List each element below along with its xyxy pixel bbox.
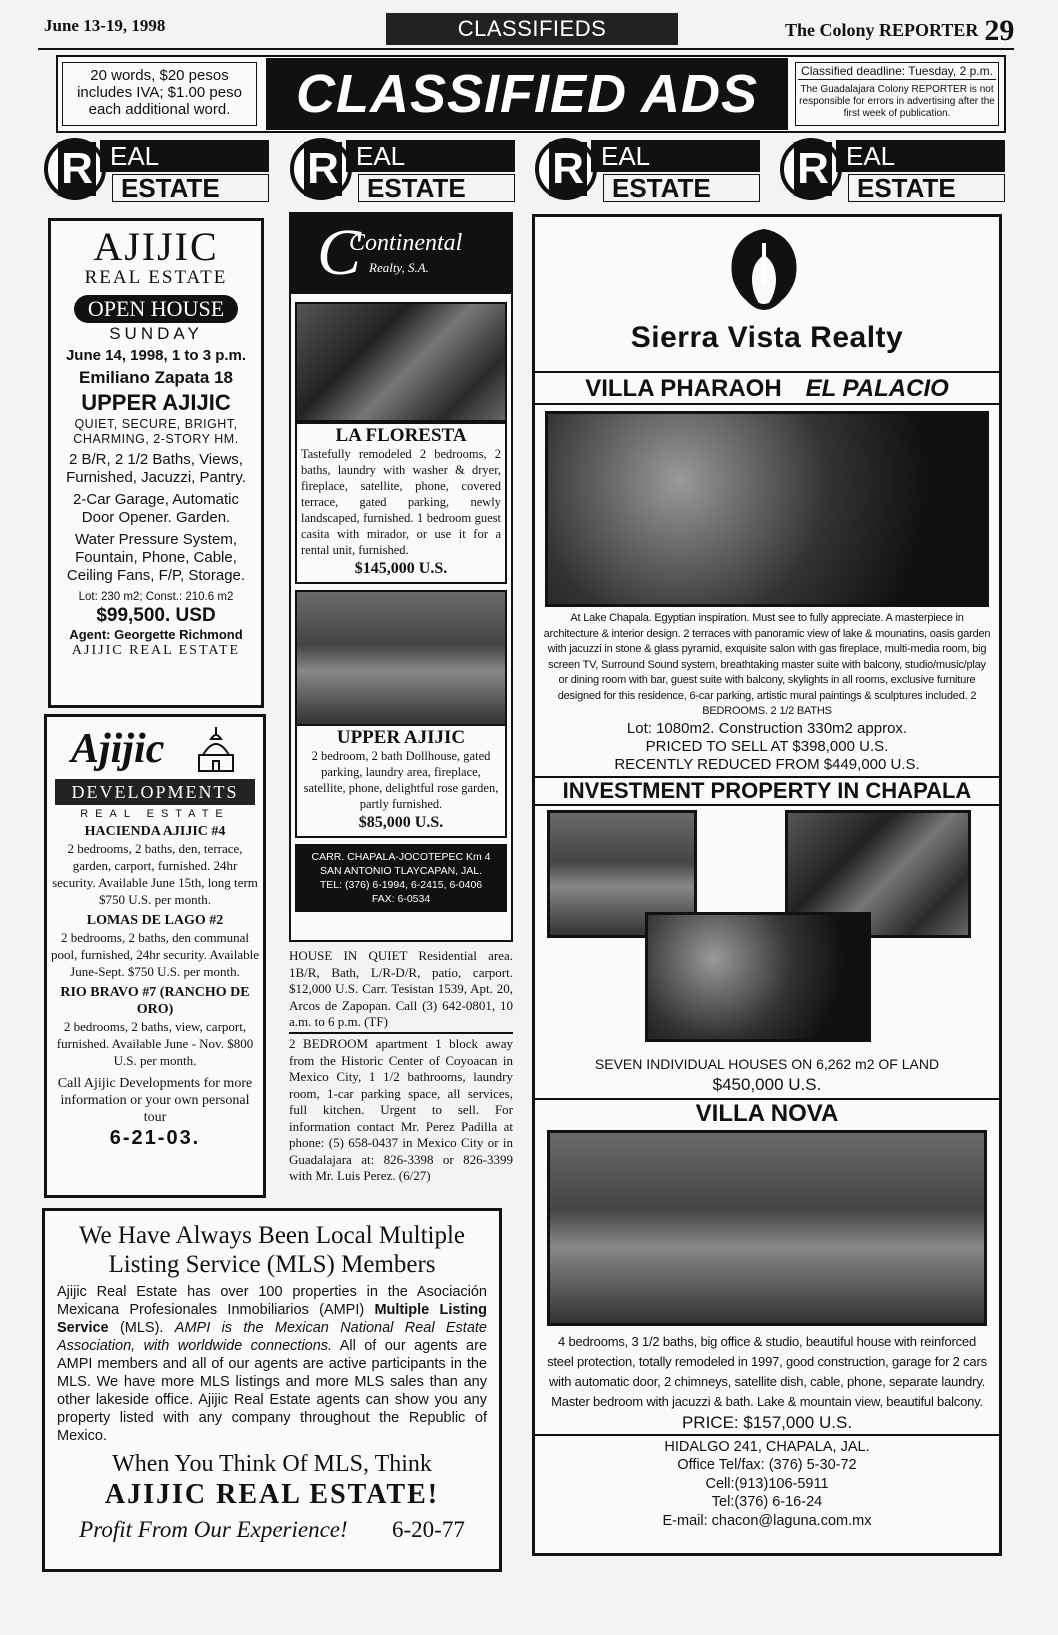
mls-slogan: Profit From Our Experience! bbox=[79, 1517, 348, 1542]
real-estate-header-3 bbox=[535, 136, 760, 202]
continental-header bbox=[291, 214, 511, 294]
real-estate-line1: EAL bbox=[346, 140, 515, 172]
mls-phone: 6-20-77 bbox=[392, 1517, 465, 1542]
investment-price: $450,000 U.S. bbox=[535, 1074, 999, 1100]
continental-realty-ad bbox=[289, 212, 513, 942]
sierra-email: E-mail: chacon@laguna.com.mx bbox=[662, 1512, 872, 1529]
el-palacio-title: EL PALACIO bbox=[805, 375, 949, 402]
investment-desc: SEVEN INDIVIDUAL HOUSES ON 6,262 m2 OF LAND bbox=[594, 1055, 940, 1072]
issue-date: June 13-19, 1998 bbox=[44, 16, 166, 35]
lot-info: Lot: 230 m2; Const.: 210.6 m2 bbox=[78, 591, 234, 603]
la-floresta-photo bbox=[295, 302, 507, 422]
church-dome-icon bbox=[193, 725, 239, 775]
villa-nova-heading: VILLA NOVA bbox=[695, 1099, 839, 1127]
listing-title: HACIENDA AJIJIC #4 bbox=[84, 824, 226, 839]
r-logo-icon: R bbox=[780, 138, 842, 200]
investment-photo-3 bbox=[645, 912, 871, 1042]
listing-title: LOMAS DE LAGO #2 bbox=[86, 913, 224, 928]
upper-ajijic-photo bbox=[295, 590, 507, 726]
deadline-text: Classified deadline: Tuesday, 2 p.m. bbox=[798, 65, 996, 80]
real-estate-line1: EAL bbox=[100, 140, 269, 172]
sierra-brand: Sierra Vista Realty bbox=[630, 321, 904, 354]
ajijic-developments-ad bbox=[44, 714, 266, 1198]
real-estate-header-4 bbox=[780, 136, 1005, 202]
continental-brand: Continental bbox=[349, 230, 463, 256]
continental-phone: TEL: (376) 6-1994, 6-2415, 6-0406 bbox=[319, 879, 483, 891]
villa-nova-photo bbox=[547, 1130, 987, 1326]
mls-body: Ajijic Real Estate has over 100 properties in the Asociación Mexicana Profesionales Inmobiliarios (AMPI) Multiple Listing Service (MLS). AMPI is the Mexican National Real Estate Association, with worldwide connections. All of our agents are AMPI members and all of our agents are active participants in the MLS. We have more MLS listings and more MLS sales than any other lakeside office. Ajijic Real Estate agents can show you any property listed with any company throughout the Republic of Mexico. bbox=[57, 1284, 488, 1444]
sierra-logo-icon bbox=[719, 225, 809, 315]
listing-price: $145,000 U.S. bbox=[354, 560, 448, 577]
developments-sub: REAL ESTATE bbox=[80, 808, 230, 820]
villa-pharaoh-reduced: RECENTLY REDUCED FROM $449,000 U.S. bbox=[535, 756, 999, 778]
rate-info: 20 words, $20 pesos includes IVA; $1.00 peso each additional word. bbox=[62, 62, 257, 126]
classified-house-quiet: HOUSE IN QUIET Residential area. 1B/R, Bath, L/R-D/R, patio, carport. $12,000 U.S. Carr. Tesistan 1539, Apt. 20, Arcos de Zapopan. Call (3) 642-0801, 10 a.m. to 6 p.m. (TF) bbox=[289, 948, 513, 1029]
real-estate-header-1 bbox=[44, 136, 269, 202]
listing-desc: 2 bedrooms, 2 baths, den communal pool, furnished, 24hr security. Available June-Sept. $750 U.S. per month. bbox=[51, 930, 259, 979]
sierra-address: HIDALGO 241, CHAPALA, JAL. bbox=[664, 1438, 870, 1455]
header-rule bbox=[38, 48, 1014, 50]
real-estate-line2: ESTATE bbox=[603, 174, 760, 202]
villa-pharaoh-lot: Lot: 1080m2. Construction 330m2 approx. bbox=[626, 719, 908, 737]
publication-name: The Colony REPORTER bbox=[785, 20, 979, 40]
open-house-when: June 14, 1998, 1 to 3 p.m. bbox=[65, 347, 247, 364]
open-house-area: UPPER AJIJIC bbox=[81, 390, 231, 415]
villa-pharaoh-price: PRICED TO SELL AT $398,000 U.S. bbox=[645, 737, 889, 755]
ajijic-footer: AJIJIC REAL ESTATE bbox=[71, 643, 241, 658]
villa-nova-desc: 4 bedrooms, 3 1/2 baths, big office & studio, beautiful house with reinforced steel protection, totally remodeled in 1997, good construction, garage for 2 cars with automatic door, 2 chimneys, satellite dish, cable, phone, separate laundry. Master bedroom with jacuzzi & bath. Lake & mountain view, beautiful balcony. bbox=[547, 1333, 987, 1409]
investment-heading: INVESTMENT PROPERTY IN CHAPALA bbox=[535, 778, 999, 806]
sierra-tel: Tel:(376) 6-16-24 bbox=[711, 1494, 823, 1510]
deadline-box bbox=[795, 62, 999, 126]
price: $99,500. USD bbox=[96, 605, 216, 626]
open-house-address: Emiliano Zapata 18 bbox=[79, 368, 233, 387]
sierra-contact bbox=[535, 1436, 999, 1531]
classified-2-bedroom: 2 BEDROOM apartment 1 block away from the Historic Center of Coyoacan in Mexico City, 1 1/2 bathrooms, laundry room, 1-car parking space, all services, full kitchen. Urgent to sell. For information contact Mr. Perez Padilla at phone: (5) 658-0437 in Mexico City or in Guadalajara at: 826-3398 or 826-3399 with Mr. Luis Perez. (6/27) bbox=[289, 1032, 513, 1185]
developments-logo bbox=[51, 723, 259, 779]
villa-pharaoh-title: VILLA PHARAOH bbox=[585, 375, 782, 402]
classified-ads-title: CLASSIFIED ADS bbox=[266, 58, 788, 130]
real-estate-line1: EAL bbox=[591, 140, 760, 172]
section-title: CLASSIFIEDS bbox=[386, 13, 678, 45]
villa-nova-price: PRICE: $157,000 U.S. bbox=[535, 1412, 999, 1436]
open-house-day: SUNDAY bbox=[109, 324, 203, 343]
agent-name: Agent: Georgette Richmond bbox=[69, 627, 243, 642]
sierra-office-tel: Office Tel/fax: (376) 5-30-72 bbox=[677, 1457, 857, 1473]
sierra-header bbox=[535, 217, 999, 373]
ajijic-real-estate-ad bbox=[48, 218, 264, 708]
mls-slogan-row bbox=[57, 1513, 487, 1547]
r-logo-icon: R bbox=[44, 138, 106, 200]
property-desc-4: Water Pressure System, Fountain, Phone, Cable, Ceiling Fans, F/P, Storage. bbox=[66, 531, 246, 584]
ajijic-brand-sub: REAL ESTATE bbox=[84, 267, 228, 288]
villa-pharaoh-heading bbox=[535, 373, 999, 405]
villa-pharaoh-desc: At Lake Chapala. Egyptian inspiration. Must see to fully appreciate. A masterpiece in architecture & interior design. 2 terraces with panoramic view of lake & mounatins, oasis garden with jacuzzi in stone & glass pyramid, exquisite salon with gas fireplace, multi-media room, big screen TV, Surround Sound system, breathtaking master suite with balcony, studio/music/play or dining room with bar, guest suite with balcony, skylights in all rooms, exclusive furniture designed for this residence, 6-car parking, artistic mural paintings & sculptures included. 2 BEDROOMS. 2 1/2 BATHS bbox=[543, 612, 991, 717]
property-desc-3: 2-Car Garage, Automatic Door Opener. Garden. bbox=[73, 491, 239, 526]
listing-desc: Tastefully remodeled 2 bedrooms, 2 baths, laundry with washer & dryer, fireplace, satellite, phone, covered terrace, gated parking, newly landscaped, furnished. 1 bedroom guest casita with mirador, or use it for a rental unit, furnished. bbox=[301, 447, 501, 557]
developments-cta: Call Ajijic Developments for more information or your own personal tour bbox=[57, 1076, 253, 1125]
publication-title bbox=[785, 14, 1014, 48]
continental-fax: FAX: 6-0534 bbox=[371, 893, 431, 905]
sierra-cell: Cell:(913)106-5911 bbox=[705, 1475, 829, 1492]
continental-address-1: CARR. CHAPALA-JOCOTEPEC Km 4 bbox=[311, 851, 491, 863]
ajijic-brand: AJIJIC bbox=[93, 224, 219, 269]
sierra-vista-ad bbox=[532, 214, 1002, 1556]
continental-address-2: SAN ANTONIO TLAYCAPAN, JAL. bbox=[319, 865, 483, 877]
r-logo-icon: R bbox=[290, 138, 352, 200]
mls-brand: AJIJIC REAL ESTATE! bbox=[104, 1479, 440, 1510]
listing-price: $85,000 U.S. bbox=[358, 814, 444, 831]
mls-ad bbox=[42, 1208, 502, 1572]
mls-think: When You Think Of MLS, Think bbox=[112, 1451, 432, 1477]
listing-desc: 2 bedrooms, 2 baths, den, terrace, garden, carport, furnished. 24hr security. Available June 15th, long term $750 U.S. per month. bbox=[52, 841, 258, 907]
real-estate-header-2 bbox=[290, 136, 515, 202]
real-estate-line2: ESTATE bbox=[848, 174, 1005, 202]
developments-brand: Ajijic bbox=[71, 726, 165, 772]
listing-desc: 2 bedrooms, 2 baths, view, carport, furnished. Available June - Nov. $800 U.S. per month. bbox=[56, 1019, 254, 1068]
continental-logo-icon: C bbox=[317, 216, 362, 289]
listing-title: UPPER AJIJIC bbox=[336, 727, 466, 748]
villa-pharaoh-photo bbox=[545, 411, 989, 607]
mls-headline: We Have Always Been Local Multiple Listing Service (MLS) Members bbox=[78, 1222, 466, 1278]
listing-title: LA FLORESTA bbox=[335, 425, 467, 446]
real-estate-line2: ESTATE bbox=[112, 174, 269, 202]
page-number: 29 bbox=[984, 14, 1015, 47]
developments-phone: 6-21-03. bbox=[109, 1127, 201, 1149]
developments-banner: DEVELOPMENTS bbox=[55, 779, 255, 805]
real-estate-line2: ESTATE bbox=[358, 174, 515, 202]
r-logo-icon: R bbox=[535, 138, 597, 200]
property-desc-2: 2 B/R, 2 1/2 Baths, Views, Furnished, Jacuzzi, Pantry. bbox=[66, 451, 246, 486]
real-estate-line1: EAL bbox=[836, 140, 1005, 172]
listing-title: RIO BRAVO #7 (RANCHO DE ORO) bbox=[60, 985, 250, 1017]
disclaimer-text: The Guadalajara Colony REPORTER is not responsible for errors in advertising after the first week of publication. bbox=[799, 84, 995, 119]
continental-brand-sub: Realty, S.A. bbox=[369, 260, 429, 275]
listing-desc: 2 bedroom, 2 bath Dollhouse, gated parking, laundry area, fireplace, satellite, phone, delightful rose garden, partly furnished. bbox=[303, 749, 499, 811]
continental-footer bbox=[295, 844, 507, 912]
property-desc-1: QUIET, SECURE, BRIGHT, CHARMING, 2-STORY HM. bbox=[73, 417, 239, 446]
open-house-badge: OPEN HOUSE bbox=[74, 295, 238, 323]
investment-photos bbox=[535, 806, 999, 1044]
